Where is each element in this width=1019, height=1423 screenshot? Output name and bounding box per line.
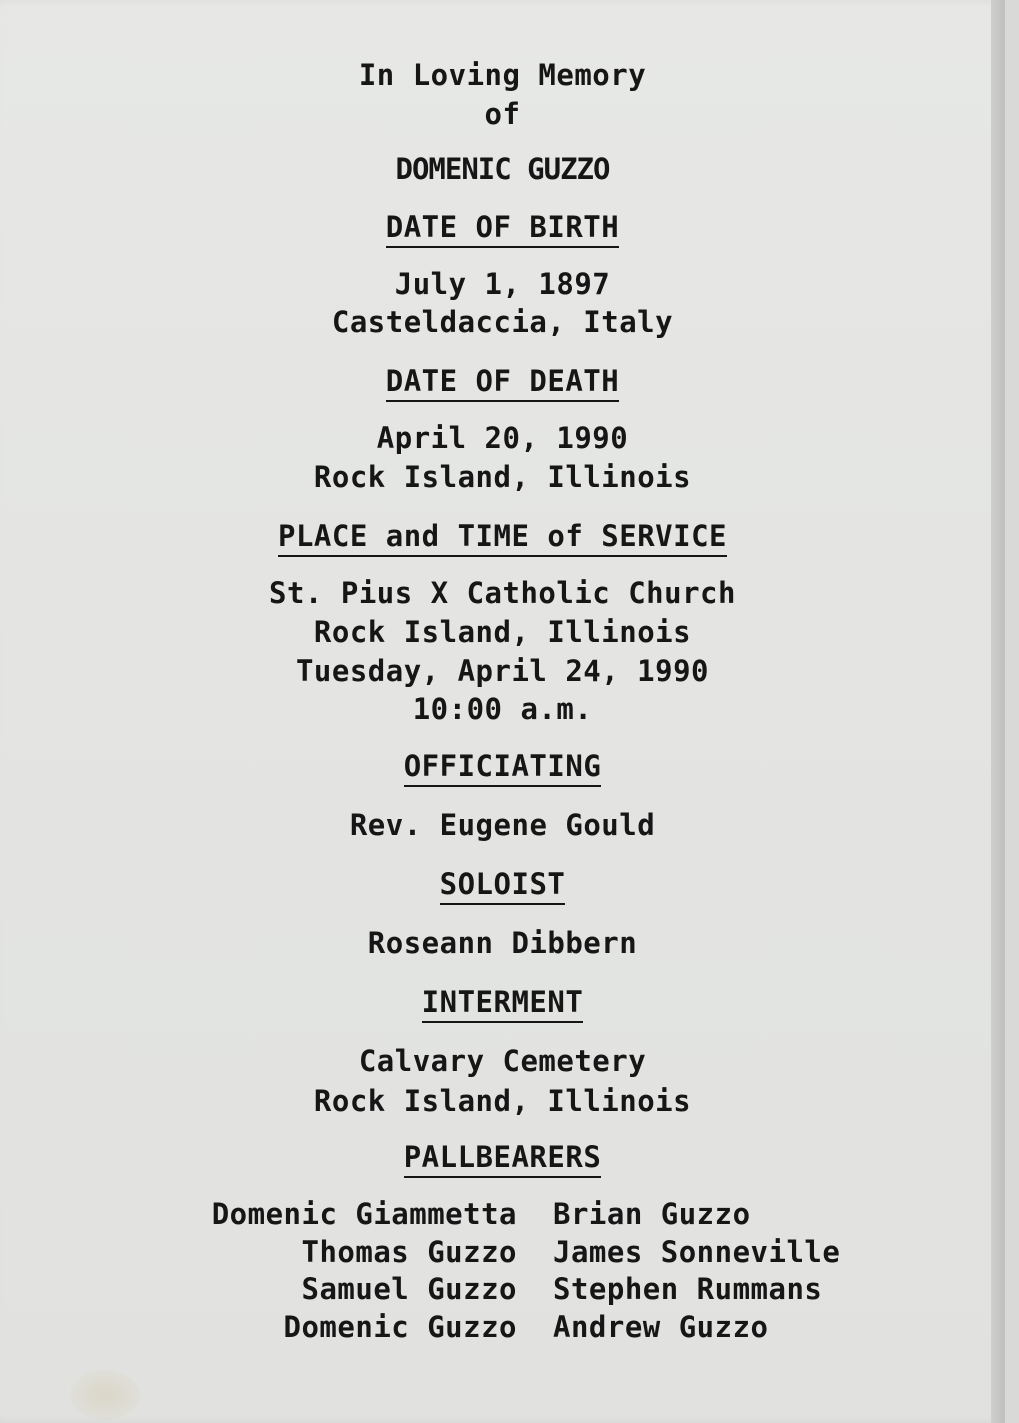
pallbearer-name: Samuel Guzzo <box>301 1272 517 1306</box>
interment-place: Calvary Cemetery <box>358 1044 647 1078</box>
death-date: April 20, 1990 <box>376 421 629 455</box>
service-date: Tuesday, April 24, 1990 <box>295 654 710 688</box>
soloist-heading: SOLOIST <box>0 865 1005 903</box>
service-time: 10:00 a.m. <box>412 692 593 726</box>
memory-line: In Loving Memory <box>358 58 647 92</box>
pallbearer-name: Domenic Guzzo <box>283 1309 517 1344</box>
pallbearers-heading: PALLBEARERS <box>0 1138 1005 1176</box>
service-heading: PLACE and TIME of SERVICE <box>0 517 1005 555</box>
pallbearer-name: Thomas Guzzo <box>301 1234 517 1269</box>
pallbearers-right-column <box>553 1195 840 1345</box>
officiant-name: Rev. Eugene Gould <box>349 808 656 842</box>
pallbearers-left-column <box>212 1195 517 1345</box>
soloist-name: Roseann Dibbern <box>367 926 638 960</box>
pallbearer-name: Stephen Rummans <box>553 1272 823 1306</box>
birth-heading: DATE OF BIRTH <box>0 208 1005 246</box>
death-place: Rock Island, Illinois <box>313 460 692 494</box>
death-heading: DATE OF DEATH <box>0 362 1005 400</box>
service-church: St. Pius X Catholic Church <box>269 576 736 610</box>
paper-stain <box>70 1370 140 1420</box>
pallbearer-name: James Sonneville <box>553 1234 841 1269</box>
birth-place: Casteldaccia, Italy <box>331 305 674 339</box>
pallbearer-name: Andrew Guzzo <box>553 1309 769 1344</box>
service-city: Rock Island, Illinois <box>313 615 692 649</box>
pallbearer-name: Domenic Giammetta <box>211 1197 517 1231</box>
interment-heading: INTERMENT <box>0 983 1005 1021</box>
pallbearer-name: Brian Guzzo <box>553 1197 751 1231</box>
of-line: of <box>484 97 521 131</box>
birth-date: July 1, 1897 <box>394 267 611 301</box>
deceased-name: DOMENIC GUZZO <box>395 152 610 186</box>
interment-city: Rock Island, Illinois <box>313 1084 692 1118</box>
officiating-heading: OFFICIATING <box>0 747 1005 785</box>
